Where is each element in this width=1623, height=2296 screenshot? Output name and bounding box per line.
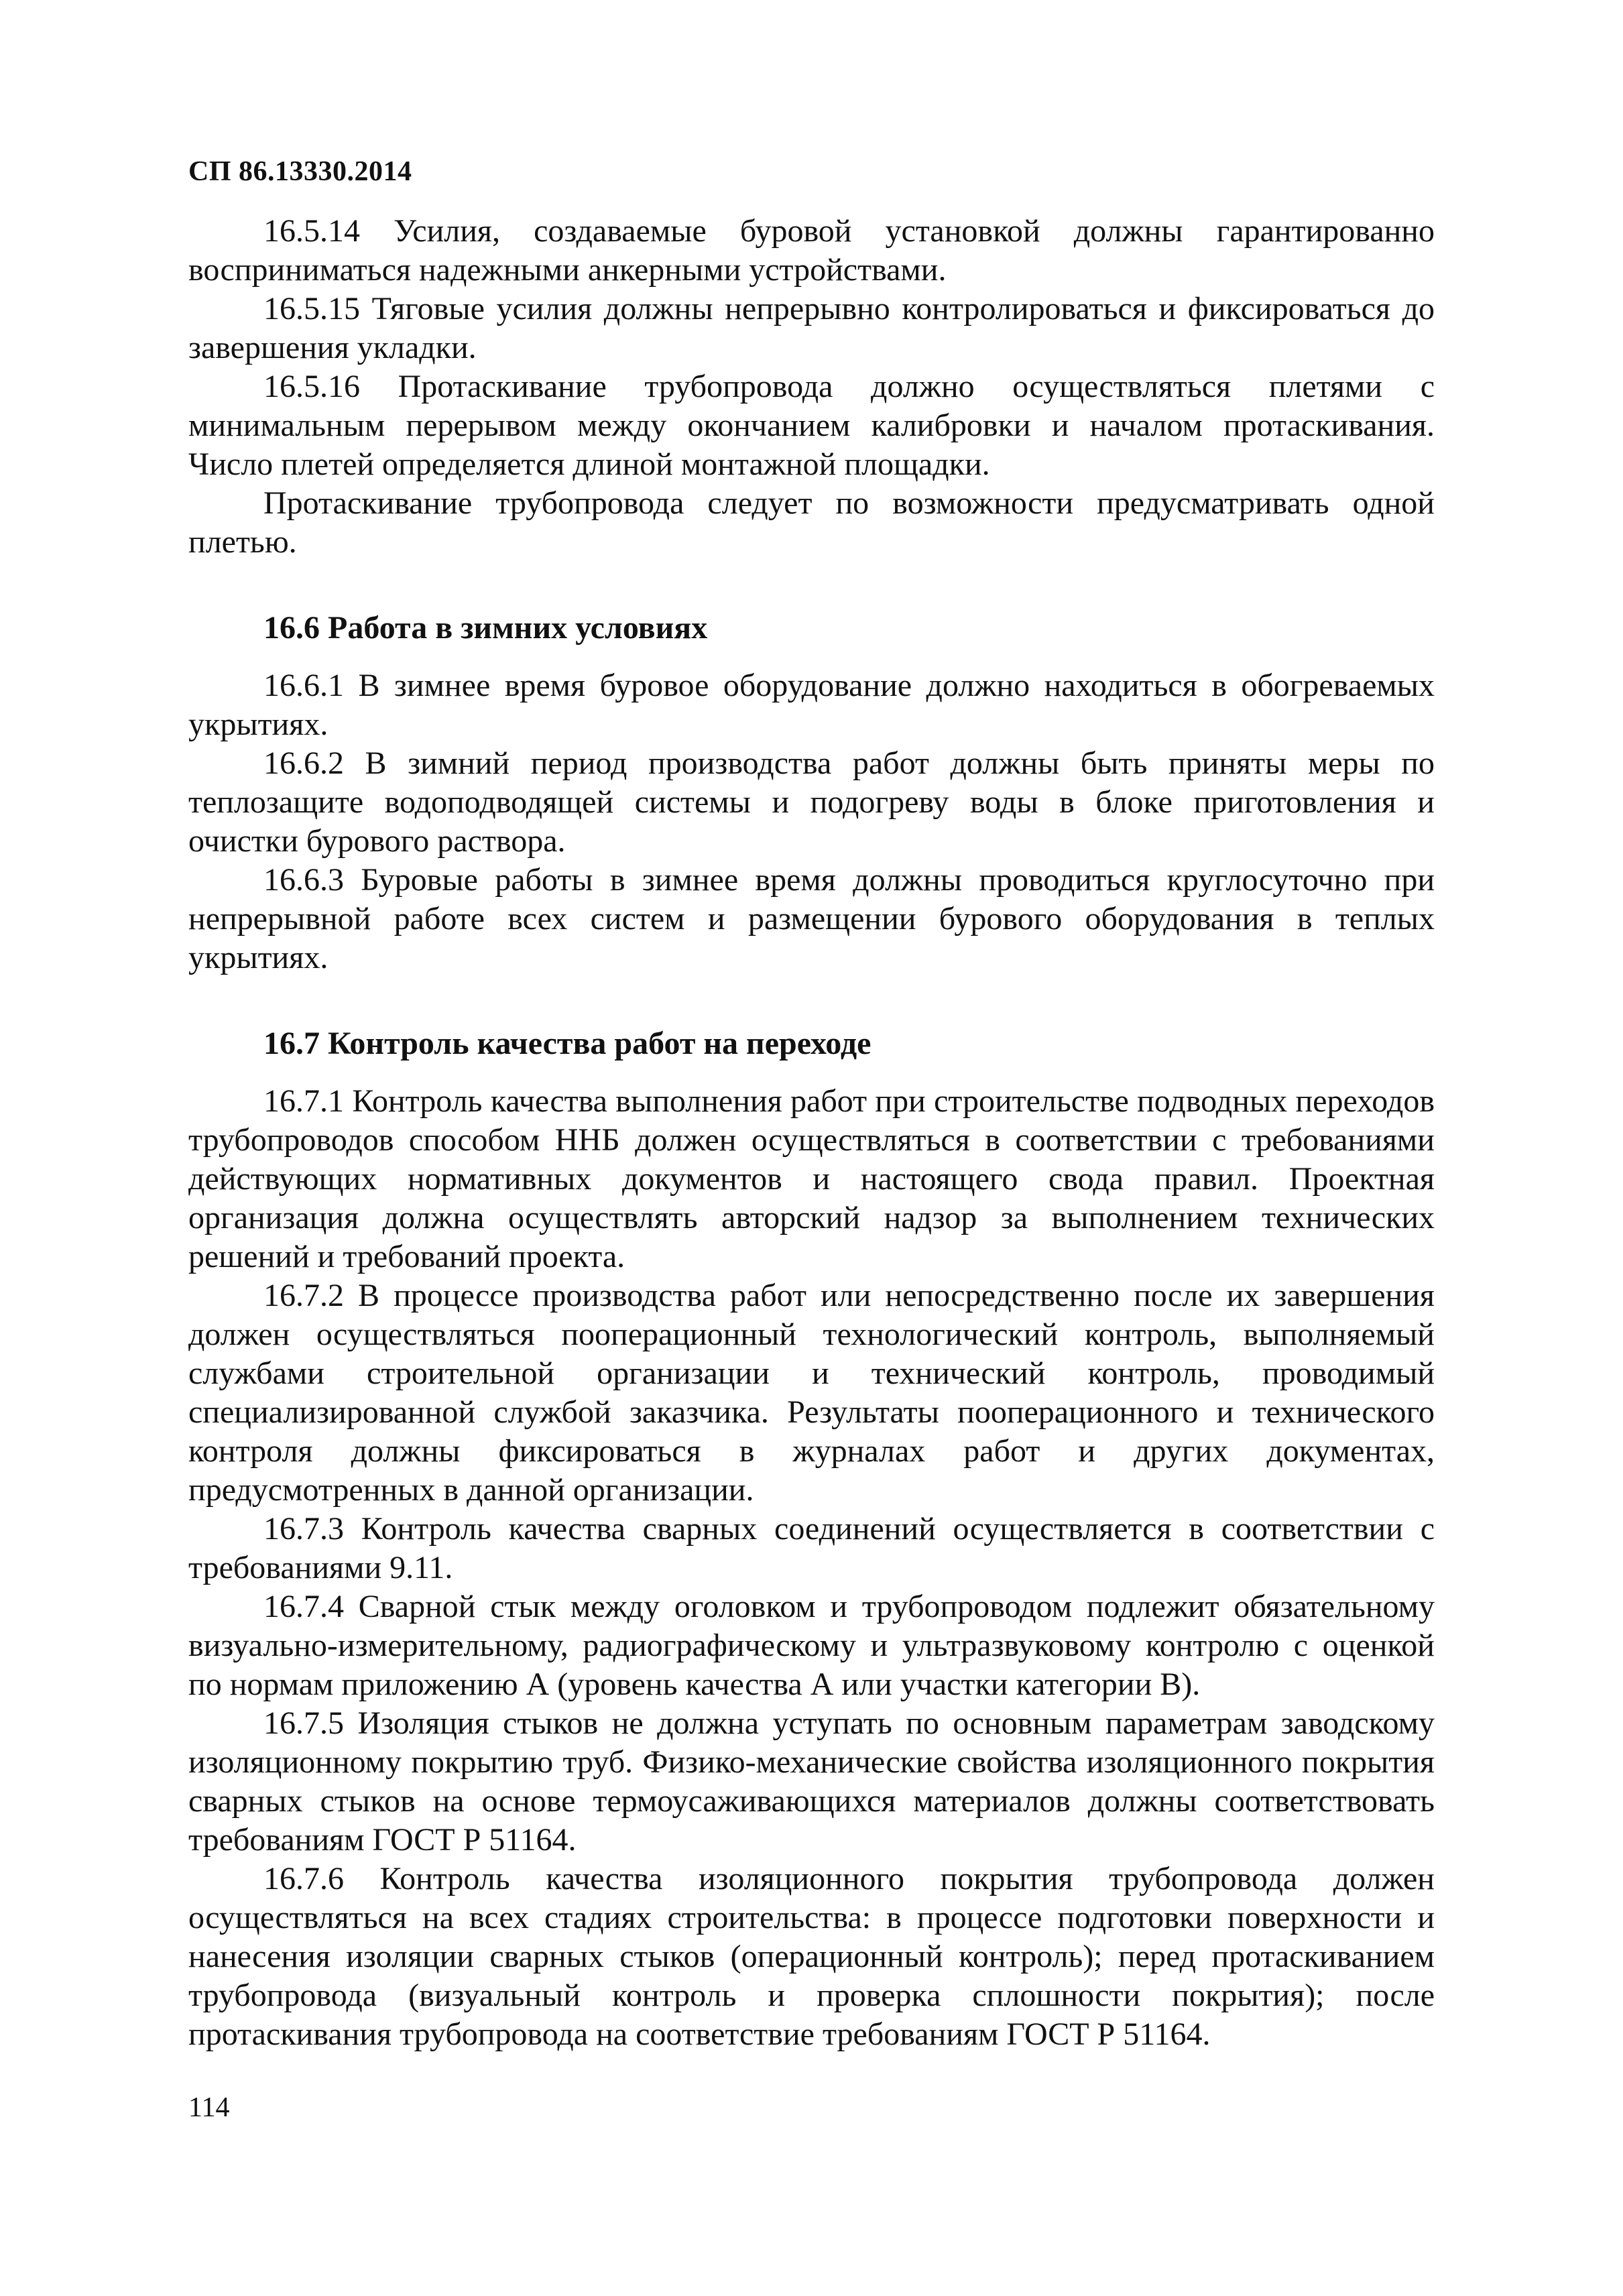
paragraph-16-6-3: 16.6.3 Буровые работы в зимнее время должны проводиться круглосуточно при непрерывной работе всех систем и размещении бурового оборудования в теплых укрытиях. [188, 862, 1435, 975]
paragraph-16-7-3: 16.7.3 Контроль качества сварных соединений осуществляется в соответствии с требованиями 9.11. [188, 1511, 1435, 1585]
paragraph-16-7-5: 16.7.5 Изоляция стыков не должна уступать по основным параметрам заводскому изоляционному покрытию труб. Физико-механические свойства изоляционного покрытия сварных стыков на основе термоусаживающихся материалов должны соответствовать требованиям ГОСТ Р 51164. [188, 1705, 1435, 1858]
paragraph-16-7-2: 16.7.2 В процессе производства работ или непосредственно после их завершения должен осуществляться пооперационный технологический контроль, выполняемый службами строительной организации и технический контроль, проводимый специализированной службой заказчика. Результаты пооперационного и технического контроля должны фиксироваться в журналах работ и других документах, предусмотренных в данной организации. [188, 1278, 1435, 1508]
paragraph-16-7-6: 16.7.6 Контроль качества изоляционного покрытия трубопровода должен осуществляться на всех стадиях строительства: в процессе подготовки поверхности и нанесения изоляции сварных стыков (операционный контроль); перед протаскиванием трубопровода (визуальный контроль и проверка сплошности покрытия); после протаскивания трубопровода на соответствие требованиям ГОСТ Р 51164. [188, 1861, 1435, 2052]
paragraph-16-5-16: 16.5.16 Протаскивание трубопровода должно осуществляться плетями с минимальным перерывом между окончанием калибровки и началом протаскивания. Число плетей определяется длиной монтажной площадки. [188, 369, 1435, 482]
section-heading-16-7: 16.7 Контроль качества работ на переходе [263, 1026, 871, 1061]
document-code-header: СП 86.13330.2014 [188, 156, 412, 187]
document-page [188, 0, 1435, 2296]
section-heading-16-6: 16.6 Работа в зимних условиях [263, 610, 708, 646]
page-body [188, 212, 1435, 2054]
page-number: 114 [188, 2092, 230, 2123]
paragraph-16-6-1: 16.6.1 В зимнее время буровое оборудование должно находиться в обогреваемых укрытиях. [188, 668, 1435, 742]
paragraph-16-7-1: 16.7.1 Контроль качества выполнения работ при строительстве подводных переходов трубопроводов способом ННБ должен осуществляться в соответствии с требованиями действующих нормативных документов и настоящего свода правил. Проектная организация должна осуществлять авторский надзор за выполнением технических решений и требований проекта. [188, 1083, 1435, 1274]
paragraph-16-5-15: 16.5.15 Тяговые усилия должны непрерывно контролироваться и фиксироваться до завершения укладки. [188, 291, 1435, 365]
paragraph-16-6-2: 16.6.2 В зимний период производства работ должны быть приняты меры по теплозащите водоподводящей системы и подогреву воды в блоке приготовления и очистки бурового раствора. [188, 745, 1435, 859]
paragraph-16-5-14: 16.5.14 Усилия, создаваемые буровой установкой должны гарантированно восприниматься надежными анкерными устройствами. [188, 213, 1435, 288]
paragraph-16-7-4: 16.7.4 Сварной стык между оголовком и трубопроводом подлежит обязательному визуально-измерительному, радиографическому и ультразвуковому контролю с оценкой по нормам приложению А (уровень качества А или участки категории В). [188, 1589, 1435, 1702]
paragraph-16-5-16-note: Протаскивание трубопровода следует по возможности предусматривать одной плетью. [188, 485, 1435, 560]
